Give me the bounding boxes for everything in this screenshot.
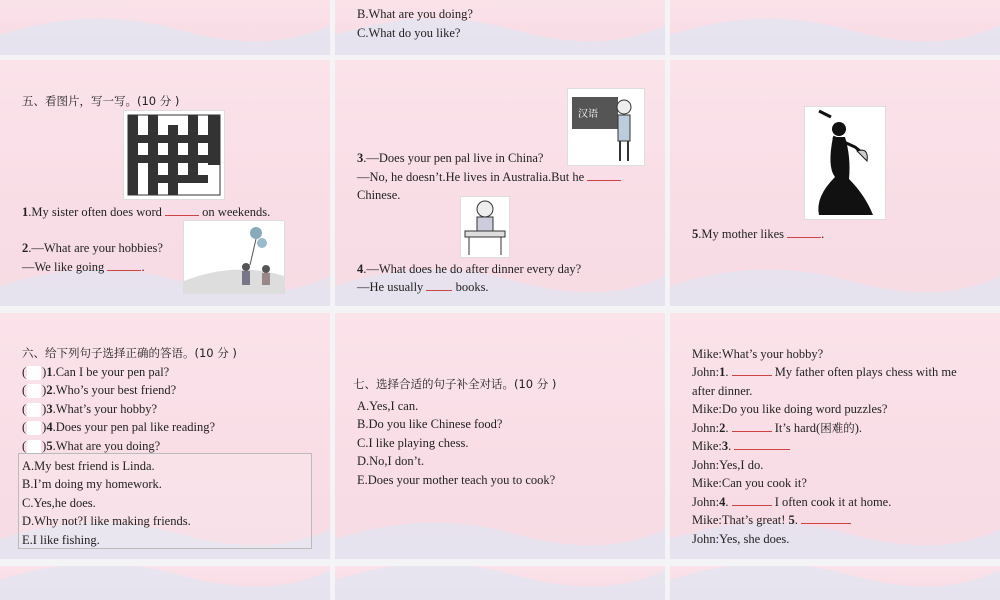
match-question-3: ( )3.What’s your hobby? [22, 402, 158, 416]
panel-section-five-c [670, 60, 1000, 306]
question-2-answer [22, 258, 145, 277]
panel-section-five [0, 60, 330, 306]
question-number: 4 [46, 420, 53, 434]
question-number: 1 [46, 365, 53, 379]
dialogue-option-c: C.I like playing chess. [357, 436, 469, 450]
question-text: .My mother likes [698, 227, 788, 241]
answer-paren[interactable] [27, 366, 41, 380]
section-six-heading: 六、给下列句子选择正确的答语。(10 分 ) [22, 346, 237, 360]
speaker: Mike: [692, 439, 722, 453]
match-option-b: B.I’m doing my homework. [22, 477, 162, 491]
dialogue-line-11: John:Yes, she does. [692, 532, 790, 546]
dialogue-line-1: Mike:What’s your hobby? [692, 347, 824, 361]
panel-dialogue [670, 313, 1000, 559]
section-five-heading: 五、看图片，写一写。(10 分 ) [22, 94, 180, 108]
dialogue-line-2: John:1. My father often plays chess with me [692, 365, 957, 379]
dialogue-line-3: after dinner. [692, 384, 753, 398]
dialogue-text: My father often plays chess with me [771, 365, 957, 379]
answer-paren[interactable] [27, 421, 41, 435]
answer-text: —No, he doesn’t.He lives in Australia.But he [357, 170, 588, 184]
question-text-end: on weekends. [199, 205, 271, 219]
panel-bottom-right [670, 566, 1000, 600]
board-text: 汉语 [578, 109, 598, 120]
dialogue-line-9: John:4. I often cook it at home. [692, 495, 892, 509]
answer-blank[interactable] [787, 225, 821, 238]
answer-blank[interactable] [107, 258, 141, 271]
dialogue-text: I often cook it at home. [771, 495, 892, 509]
question-text: .Can I be your pen pal? [52, 365, 170, 379]
dialogue-text-end: ). [854, 421, 862, 435]
match-option-c: C.Yes,he does. [22, 496, 96, 510]
answer-paren[interactable] [27, 403, 41, 417]
question-2 [22, 239, 163, 258]
wave-decoration [670, 566, 1000, 600]
match-question-4: ( )4.Does your pen pal like reading? [22, 420, 216, 434]
wave-decoration [0, 566, 330, 600]
speaker: John: [692, 421, 720, 435]
answer-blank[interactable] [587, 168, 621, 181]
panel-section-six [0, 313, 330, 559]
blank-number: 2 [719, 421, 726, 435]
dancer-image [804, 106, 886, 220]
question-text: .My sister often does word [28, 205, 166, 219]
dialogue-line-10: Mike:That’s great! 5. [692, 511, 851, 530]
blank-number: 5 [788, 513, 795, 527]
dancer-illustration [805, 107, 885, 219]
homework-boy-image [460, 196, 510, 258]
speaker: John: [692, 365, 720, 379]
crossword-image [123, 110, 225, 200]
teacher-illustration [568, 89, 644, 165]
match-question-2: ( )2.Who’s your best friend? [22, 383, 177, 397]
kite-flying-image [183, 220, 285, 294]
answer-blank[interactable] [165, 203, 199, 216]
panel-bottom-middle [335, 566, 665, 600]
dialogue-line-5: John:2. It’s hard(困难的). [692, 421, 862, 435]
answer-text: —He usually [357, 280, 427, 294]
wave-decoration [670, 0, 1000, 55]
answer-text-end: books. [452, 280, 489, 294]
panel-section-five-b [335, 60, 665, 306]
question-text: .—What does he do after dinner every day? [363, 262, 582, 276]
question-3 [357, 149, 543, 168]
wave-decoration [335, 566, 665, 600]
question-number: 5 [692, 227, 699, 241]
dialogue-option-d: D.No,I don’t. [357, 454, 425, 468]
speaker: John: [692, 495, 720, 509]
section-seven-heading: 七、选择合适的句子补全对话。(10 分 ) [353, 377, 557, 391]
dialogue-line-8: Mike:Can you cook it? [692, 476, 807, 490]
panel-section-seven [335, 313, 665, 559]
question-number: 3 [357, 151, 364, 165]
question-number: 4 [357, 262, 364, 276]
answer-blank[interactable] [732, 419, 772, 432]
answer-blank[interactable] [734, 437, 790, 450]
answer-text-end: . [141, 260, 145, 274]
wave-decoration [0, 0, 330, 55]
question-4 [357, 260, 581, 279]
panel-top-middle [335, 0, 665, 55]
question-number: 3 [46, 402, 53, 416]
panel-bottom-left [0, 566, 330, 600]
question-number: 1 [22, 205, 29, 219]
panel-top-right [670, 0, 1000, 55]
boy-illustration [461, 197, 509, 257]
blank-number: 1 [719, 365, 726, 379]
top-option-c: C.What do you like? [357, 26, 461, 40]
question-3-answer-end: Chinese. [357, 188, 401, 202]
crossword-grid [124, 111, 224, 199]
blank-number: 4 [719, 495, 726, 509]
answer-blank[interactable] [732, 363, 772, 376]
blank-number: 3 [721, 439, 729, 453]
dialogue-line-4: Mike:Do you like doing word puzzles? [692, 402, 888, 416]
dialogue-line-7: John:Yes,I do. [692, 458, 764, 472]
top-option-b: B.What are you doing? [357, 7, 473, 21]
match-option-d: D.Why not?I like making friends. [22, 514, 191, 528]
answer-blank[interactable] [426, 278, 452, 291]
speaker: Mike:That’s great! [692, 513, 789, 527]
question-text: .Does your pen pal like reading? [52, 420, 216, 434]
match-question-5: ( )5.What are you doing? [22, 439, 161, 453]
match-option-e: E.I like fishing. [22, 533, 100, 547]
question-number: 5 [46, 439, 53, 453]
question-text: .Who’s your best friend? [52, 383, 177, 397]
kite-illustration [184, 221, 284, 293]
panel-top-left [0, 0, 330, 55]
dialogue-option-a: A.Yes,I can. [357, 399, 419, 413]
answer-blank[interactable] [732, 493, 772, 506]
question-text-end: . [821, 227, 825, 241]
question-text: .What are you doing? [52, 439, 161, 453]
question-text: .—What are your hobbies? [28, 241, 163, 255]
question-number: 2 [46, 383, 53, 397]
question-4-answer [357, 278, 489, 297]
wave-decoration [335, 499, 665, 559]
wave-decoration [670, 246, 1000, 306]
match-option-a: A.My best friend is Linda. [22, 459, 155, 473]
dialogue-option-e: E.Does your mother teach you to cook? [357, 473, 556, 487]
question-5 [692, 225, 824, 244]
dialogue-line-6: Mike:3. [692, 437, 790, 456]
dialogue-text: It’s hard( [771, 421, 821, 435]
question-text: .What’s your hobby? [52, 402, 158, 416]
question-1 [22, 203, 270, 222]
question-3-answer [357, 168, 621, 187]
answer-text: —We like going [22, 260, 108, 274]
chinese-gloss: 困难的 [820, 421, 855, 435]
question-text: .—Does your pen pal live in China? [363, 151, 544, 165]
question-number: 2 [22, 241, 29, 255]
answer-paren[interactable] [27, 384, 41, 398]
match-question-1: ( )1.Can I be your pen pal? [22, 365, 170, 379]
teacher-image [567, 88, 645, 166]
dialogue-option-b: B.Do you like Chinese food? [357, 417, 503, 431]
answer-blank[interactable] [801, 511, 851, 524]
